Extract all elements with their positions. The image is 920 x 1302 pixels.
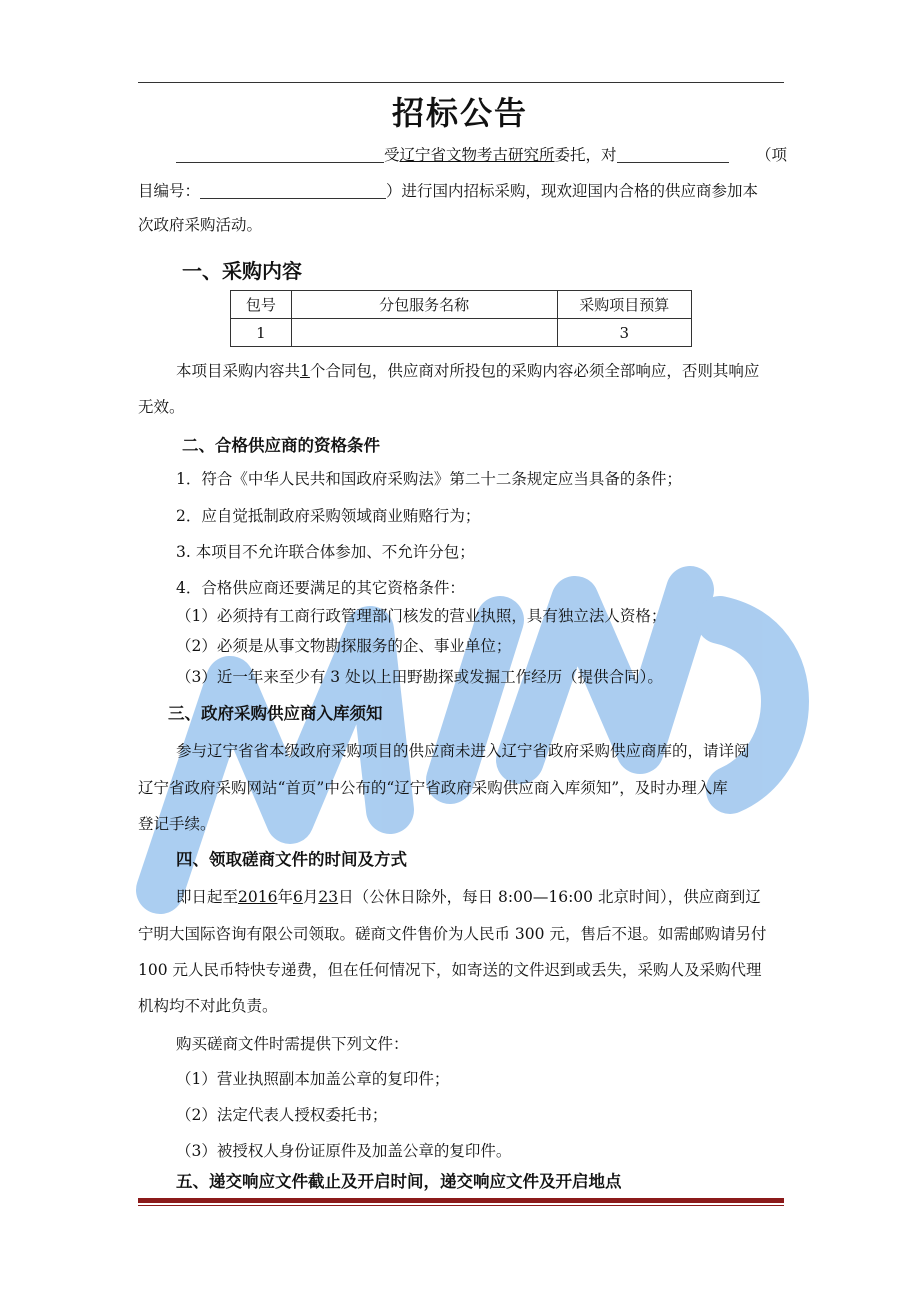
date-day: 23 bbox=[318, 888, 339, 906]
header-cell: 采购项目预算 bbox=[557, 291, 691, 319]
list-item: 1．符合《中华人民共和国政府采购法》第二十二条规定应当具备的条件； bbox=[176, 470, 682, 488]
s1-paragraph-line-1: 本项目采购内容共1个合同包，供应商对所投包的采购内容必须全部响应，否则其响应 bbox=[176, 362, 760, 380]
section-1-heading: 一、采购内容 bbox=[182, 259, 302, 283]
sub-list-item: （2）法定代表人授权委托书； bbox=[176, 1106, 388, 1124]
header-rule bbox=[138, 82, 784, 83]
list-item: 2．应自觉抵制政府采购领域商业贿赂行为； bbox=[176, 507, 481, 525]
project-number-blank bbox=[200, 182, 386, 199]
date-month: 6 bbox=[292, 888, 303, 906]
sub-list-item: （3）被授权人身份证原件及加盖公章的复印件。 bbox=[176, 1142, 512, 1160]
table-header-row bbox=[231, 291, 692, 319]
client-name: 辽宁省文物考古研究所 bbox=[399, 146, 555, 164]
project-paren: （项 bbox=[756, 146, 788, 164]
table-cell: 3 bbox=[557, 319, 691, 347]
section-2-heading: 二、合格供应商的资格条件 bbox=[182, 436, 380, 455]
s4-line-1: 即日起至2016年6月23日（公休日除外，每日 8:00—16:00 北京时间），供应商到辽 bbox=[176, 888, 761, 906]
s4-line-4: 机构均不对此负责。 bbox=[138, 997, 278, 1015]
section-3-heading: 三、政府采购供应商入库须知 bbox=[168, 704, 383, 723]
footer-rule bbox=[138, 1198, 784, 1203]
project-name-blank bbox=[617, 146, 729, 163]
list-item: 3. 本项目不允许联合体参加、不允许分包； bbox=[176, 543, 475, 561]
header-cell: 包号 bbox=[231, 291, 292, 319]
sub-list-item: （2）必须是从事文物勘探服务的企、事业单位； bbox=[176, 637, 512, 655]
s4-line-3: 100 元人民币特快专递费，但在任何情况下，如寄送的文件迟到或丢失，采购人及采购代理 bbox=[138, 961, 762, 979]
s1-paragraph-line-2: 无效。 bbox=[138, 398, 185, 416]
table-cell: 1 bbox=[231, 319, 292, 347]
s3-line-3: 登记手续。 bbox=[138, 815, 216, 833]
intro-line-2: 目编号： ）进行国内招标采购，现欢迎国内合格的供应商参加本 bbox=[138, 182, 759, 200]
sub-list-item: （1）营业执照副本加盖公章的复印件； bbox=[176, 1070, 450, 1088]
section-4-heading: 四、领取磋商文件的时间及方式 bbox=[176, 850, 407, 869]
s3-line-1: 参与辽宁省省本级政府采购项目的供应商未进入辽宁省政府采购供应商库的，请详阅 bbox=[176, 742, 750, 760]
section-5-heading: 五、递交响应文件截止及开启时间，递交响应文件及开启地点 bbox=[176, 1172, 622, 1191]
package-table bbox=[230, 290, 692, 347]
s4-docs-intro: 购买磋商文件时需提供下列文件： bbox=[176, 1035, 409, 1053]
s3-line-2: 辽宁省政府采购网站“首页”中公布的“辽宁省政府采购供应商入库须知”，及时办理入库 bbox=[138, 779, 728, 797]
footer-rule-thin bbox=[138, 1205, 784, 1206]
s4-line-2: 宁明大国际咨询有限公司领取。磋商文件售价为人民币 300 元，售后不退。如需邮购请另付 bbox=[138, 925, 767, 943]
list-item: 4．合格供应商还要满足的其它资格条件： bbox=[176, 579, 465, 597]
date-year: 2016 bbox=[238, 888, 278, 906]
sub-list-item: （1）必须持有工商行政管理部门核发的营业执照，具有独立法人资格； bbox=[176, 607, 667, 625]
sub-list-item: （3）近一年来至少有 3 处以上田野勘探或发掘工作经历（提供合同）。 bbox=[176, 668, 663, 686]
intro-line-1: 受辽宁省文物考古研究所委托，对 bbox=[176, 144, 729, 166]
header-cell: 分包服务名称 bbox=[291, 291, 557, 319]
table-cell bbox=[291, 319, 557, 347]
page-title: 招标公告 bbox=[391, 94, 528, 132]
table-row bbox=[231, 319, 692, 347]
agency-blank bbox=[176, 146, 384, 163]
intro-line-3: 次政府采购活动。 bbox=[138, 216, 263, 234]
